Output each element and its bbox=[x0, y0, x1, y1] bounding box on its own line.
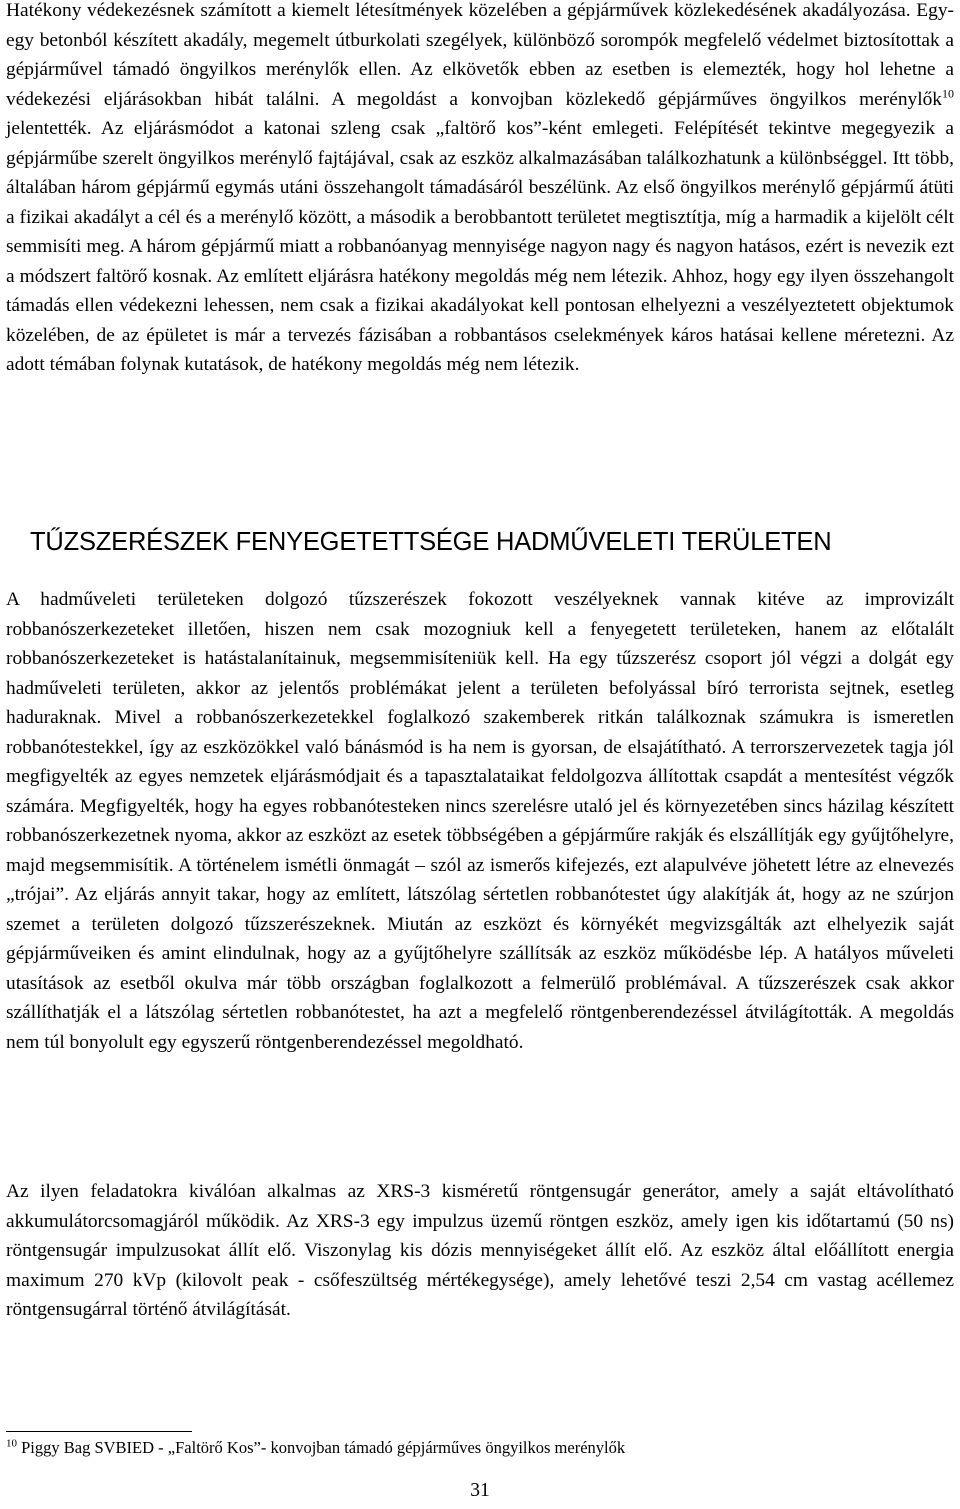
section-heading: TŰZSZERÉSZEK FENYEGETETTSÉGE HADMŰVELETI TERÜLETEN bbox=[30, 528, 832, 556]
paragraph: A hadműveleti területeken dolgozó tűzszerészek fokozott veszélyeknek vannak kitéve az improvizált robbanószerkezeteket illetően, hiszen nem csak mozogniuk kell a fenyegetett területeken, hanem az előtalált robbanószerkezeteket is hatástalanítainuk, megsemmisíteniük kell. Ha egy tűzszerész csoport jól végzi a dolgát egy hadműveleti területen, akkor az jelentős problémákat jelent a területen befolyással bíró terrorista sejtnek, esetleg haduraknak. Mivel a robbanószerkezetekkel foglalkozó szakemberek ritkán találkoznak számukra is ismeretlen robbanótestekkel, így az eszközökkel való bánásmód is ha nem is gyorsan, de elsajátítható. A terrorszervezetek tagja jól megfigyelték az egyes nemzetek eljárásmódjait és a tapasztalataikat feldolgozva állítottak csapdát a mentesítést végzők számára. Megfigyelték, hogy ha egyes robbanótesteken nincs szerelésre utaló jel és környezetében sincs házilag készített robbanószerkezetnek nyoma, akkor az eszközt az esetek többségében a gépjárműre rakják és elszállítják egy gyűjtőhelyre, majd megsemmisítik. A történelem ismétli önmagát – szól az ismerős kifejezés, ezt alapulvéve jöhetett létre az elnevezés „trójai”. Az eljárás annyit takar, hogy az említett, látszólag sértetlen robbanótestet úgy alakítják át, hogy az ne szúrjon szemet a területen dolgozó tűzszerészeknek. Miután az eszközt és környékét megvizsgálták azt elhelyezik saját gépjárműveiken és amint elindulnak, hogy az a gyűjtőhelyre szállítsák az eszköz működésbe lép. A hatályos műveleti utasítások az esetből okulva már több országban foglalkozott a felmerülő problémával. A tűzszerészek csak akkor szállíthatják el a látszólag sértetlen robbanótestet, ha azt a megfelelő röntgenberendezéssel átvilágították. A megoldás nem túl bonyolult egy egyszerű röntgenberendezéssel megoldható. bbox=[6, 589, 954, 1053]
footnote-number: 10 bbox=[6, 1437, 17, 1450]
paragraph-text: jelentették. Az eljárásmódot a katonai szleng csak „faltörő kos”-ként emlegeti. Felépítését tekintve megegyezik a gépjárműbe szerelt öngyilkos merénylő fajtájával, csak az eszköz alkalmazásában találkozhatunk a különbséggel. Itt több, általában három gépjármű egymás utáni összehangolt támadásáról beszélünk. Az első öngyilkos merénylő gépjármű átüti a fizikai akadályt a cél és a merénylő között, a második a berobbantott területet megtisztítja, míg a harmadik a kijelölt célt semmisíti meg. A három gépjármű miatt a robbanóanyag mennyisége nagyon nagy és nagyon hatásos, ezért is nevezik ezt a módszert faltörő kosnak. Az említett eljárásra hatékony megoldás még nem létezik. Ahhoz, hogy egy ilyen összehangolt támadás ellen védekezni lehessen, nem csak a fizikai akadályokat kell pontosan elhelyezni a veszélyeztetett objektumok közelében, de az épületet is már a tervezés fázisában a robbantásos cselekmények káros hatásai kellene méretezni. Az adott témában folynak kutatások, de hatékony megoldás még nem létezik. bbox=[6, 118, 954, 375]
paragraph bbox=[6, 0, 954, 380]
paragraph: Az ilyen feladatokra kiválóan alkalmas az XRS-3 kisméretű röntgensugár generátor, amely a saját eltávolítható akkumulátorcsomagjáról működik. Az XRS-3 egy impulzus üzemű röntgen eszköz, amely igen kis időtartamú (50 ns) röntgensugár impulzusokat állít elő. Viszonylag kis dózis mennyiségeket állít elő. Az eszköz által előállított energia maximum 270 kVp (kilovolt peak - csőfeszültség mértékegysége), amely lehetővé teszi 2,54 cm vastag acéllemez röntgensugárral történő átvilágítását. bbox=[6, 1181, 954, 1320]
footnote-reference[interactable]: 10 bbox=[942, 86, 954, 101]
paragraph-text: Hatékony védekezésnek számított a kiemelt létesítmények közelében a gépjárművek közlekedésének akadályozása. Egy-egy betonból készített akadály, megemelt útburkolati szegélyek, különböző sorompók megfelelő védelmet biztosítottak a gépjárművel támadó öngyilkos merénylők ellen. Az elkövetők ebben az esetben is elemezték, hogy hol lehetne a védekezési eljárásokban hibát találni. A megoldást a konvojban közlekedő gépjárműves öngyilkos merénylők bbox=[6, 0, 954, 110]
footnote bbox=[6, 1436, 954, 1460]
footnote-text: Piggy Bag SVBIED - „Faltörő Kos”- konvojban támadó gépjárműves öngyilkos merénylők bbox=[17, 1438, 626, 1457]
page-number: 31 bbox=[470, 1480, 490, 1501]
footnote-separator bbox=[6, 1431, 192, 1432]
